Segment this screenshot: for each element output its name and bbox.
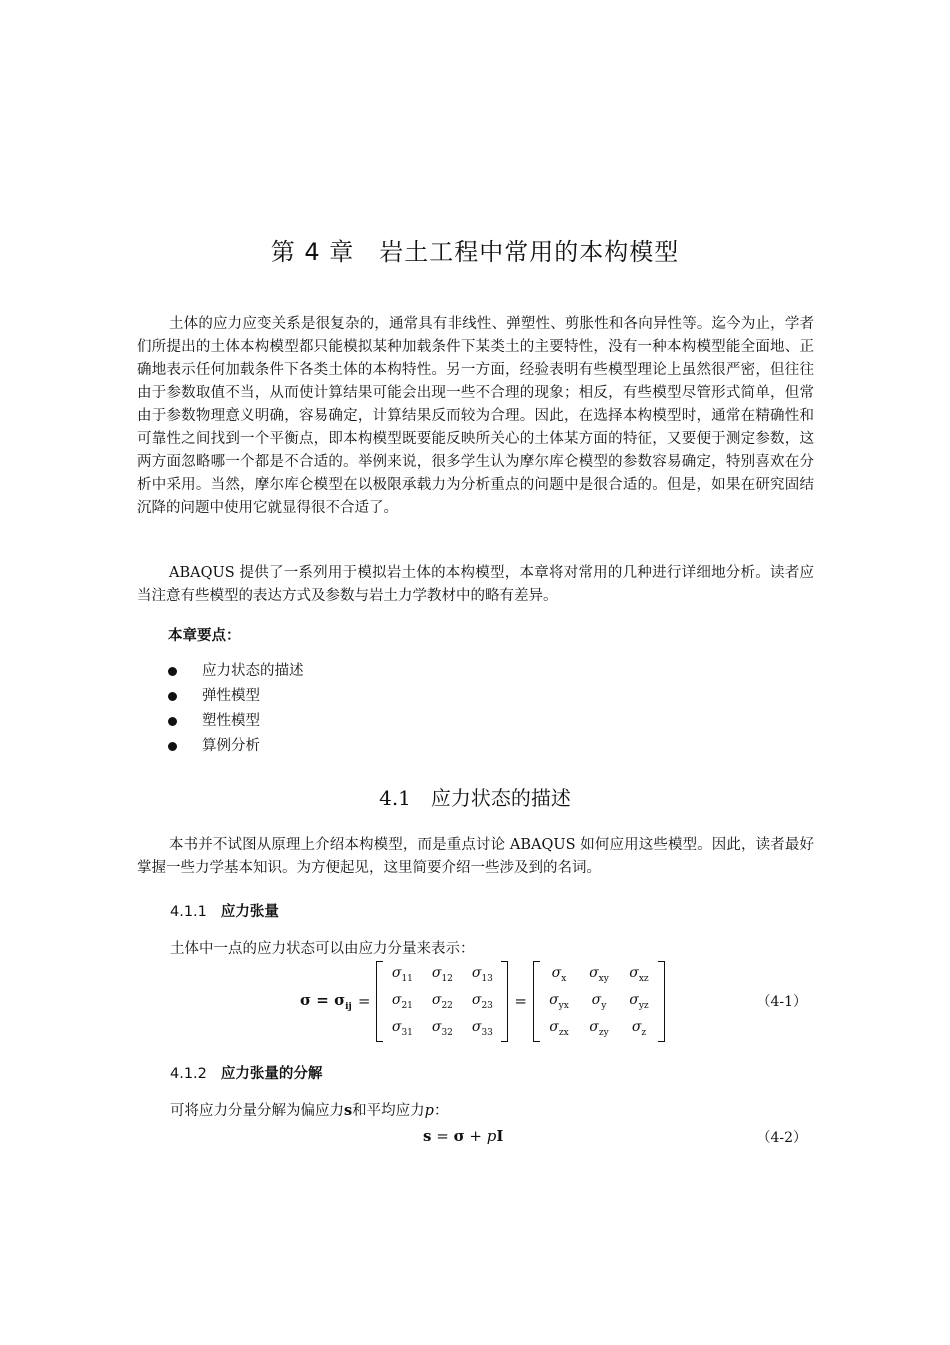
subsection-1-text: 土体中一点的应力状态可以由应力分量来表示： — [170, 941, 475, 957]
subsection-heading-2 — [170, 1062, 322, 1083]
subsection-number: 4.1.1 — [170, 904, 207, 920]
matrix-cell: $\sigma_{xz}$ — [629, 964, 649, 984]
subsection-title: 应力张量的分解 — [220, 1066, 323, 1082]
list-item — [168, 709, 304, 734]
matrix-cell: $\sigma_{12}$ — [431, 964, 453, 984]
subsection-number: 4.1.2 — [170, 1066, 207, 1082]
matrix-cell: $\sigma_{22}$ — [431, 991, 453, 1011]
matrix-cell: $\sigma_{11}$ — [391, 964, 413, 984]
subsection-heading-1 — [170, 900, 279, 921]
matrix-cell: $\sigma_{zy}$ — [589, 1018, 609, 1038]
matrix-cell: $\sigma_{31}$ — [391, 1018, 413, 1038]
key-points-list — [168, 659, 304, 759]
matrix-cell: $\sigma_{23}$ — [471, 991, 493, 1011]
key-point-text: 算例分析 — [202, 738, 260, 754]
key-points-label: 本章要点： — [168, 628, 241, 644]
subsection-2-text: 可将应力分量分解为偏应力s和平均应力p： — [170, 1102, 449, 1119]
bullet-icon — [168, 742, 177, 751]
section-paragraph: 本书并不试图从原理上介绍本构模型，而是重点讨论 ABAQUS 如何应用这些模型。因此，读者最好掌握一些力学基本知识。为方便起见，这里简要介绍一些涉及到的名词。 — [137, 837, 814, 876]
equals-sign: = — [514, 992, 527, 1010]
matrix-cell: $\sigma_{yz}$ — [629, 991, 649, 1011]
bullet-icon — [168, 692, 177, 701]
bullet-icon — [168, 667, 177, 676]
equation-label-4-2: （4-2） — [756, 1130, 807, 1146]
matrix-cell: $\sigma_{33}$ — [471, 1018, 493, 1038]
equation-label-4-1: （4-1） — [756, 994, 807, 1010]
list-item — [168, 684, 304, 709]
equation-4-2: s = σ + pI — [423, 1127, 504, 1145]
key-point-text: 塑性模型 — [202, 713, 260, 729]
matrix-cell: $\sigma_x$ — [551, 964, 567, 984]
key-point-text: 应力状态的描述 — [202, 663, 304, 679]
subsection-title: 应力张量 — [220, 904, 279, 920]
matrix-cell: $\sigma_{zx}$ — [549, 1018, 569, 1038]
matrix-indexed — [376, 961, 508, 1042]
section-title: 4.1 应力状态的描述 — [379, 786, 571, 810]
matrix-cell: $\sigma_{32}$ — [431, 1018, 453, 1038]
matrix-xyz — [533, 961, 665, 1042]
matrix-cell: $\sigma_{xy}$ — [589, 964, 609, 984]
matrix-cell: $\sigma_{13}$ — [471, 964, 493, 984]
list-item — [168, 734, 304, 759]
matrix-cell: $\sigma_z$ — [631, 1018, 647, 1038]
bullet-icon — [168, 717, 177, 726]
list-item — [168, 659, 304, 684]
equals-sign: = — [357, 992, 371, 1010]
chapter-title: 第 4 章 岩土工程中常用的本构模型 — [270, 238, 680, 266]
matrix-cell: $\sigma_{21}$ — [391, 991, 413, 1011]
intro-paragraph-1: 土体的应力应变关系是很复杂的，通常具有非线性、弹塑性、剪胀性和各向异性等。迄今为止，学者们所提出的土体本构模型都只能模拟某种加载条件下某类土的主要特性，没有一种本构模型能全面地、正确地表示任何加载条件下各类土体的本构特性。另一方面，经验表明有些模型理论上虽然很严密，但往往由于参数取值不当，从而使计算结果可能会出现一些不合理的现象；相反，有些模型尽管形式简单，但常由于参数物理意义明确，容易确定，计算结果反而较为合理。因此，在选择本构模型时，通常在精确性和可靠性之间找到一个平衡点，即本构模型既要能反映所关心的土体某方面的特征，又要便于测定参数，这两方面忽略哪一个都是不合适的。举例来说，很多学生认为摩尔库仑模型的参数容易确定，特别喜欢在分析中采用。当然，摩尔库仑模型在以极限承载力为分析重点的问题中是很合适的。但是，如果在研究固结沉降的问题中使用它就显得很不合适了。 — [137, 316, 814, 516]
eq1-lhs: $\sigma = \sigma_{ij}$ — [300, 990, 352, 1012]
equation-4-1 — [300, 960, 665, 1042]
matrix-cell: $\sigma_y$ — [591, 991, 607, 1011]
intro-paragraph-2: ABAQUS 提供了一系列用于模拟岩土体的本构模型，本章将对常用的几种进行详细地分析。读者应当注意有些模型的表达方式及参数与岩土力学教材中的略有差异。 — [137, 565, 814, 604]
key-point-text: 弹性模型 — [202, 688, 260, 704]
matrix-cell: $\sigma_{yx}$ — [549, 991, 569, 1011]
